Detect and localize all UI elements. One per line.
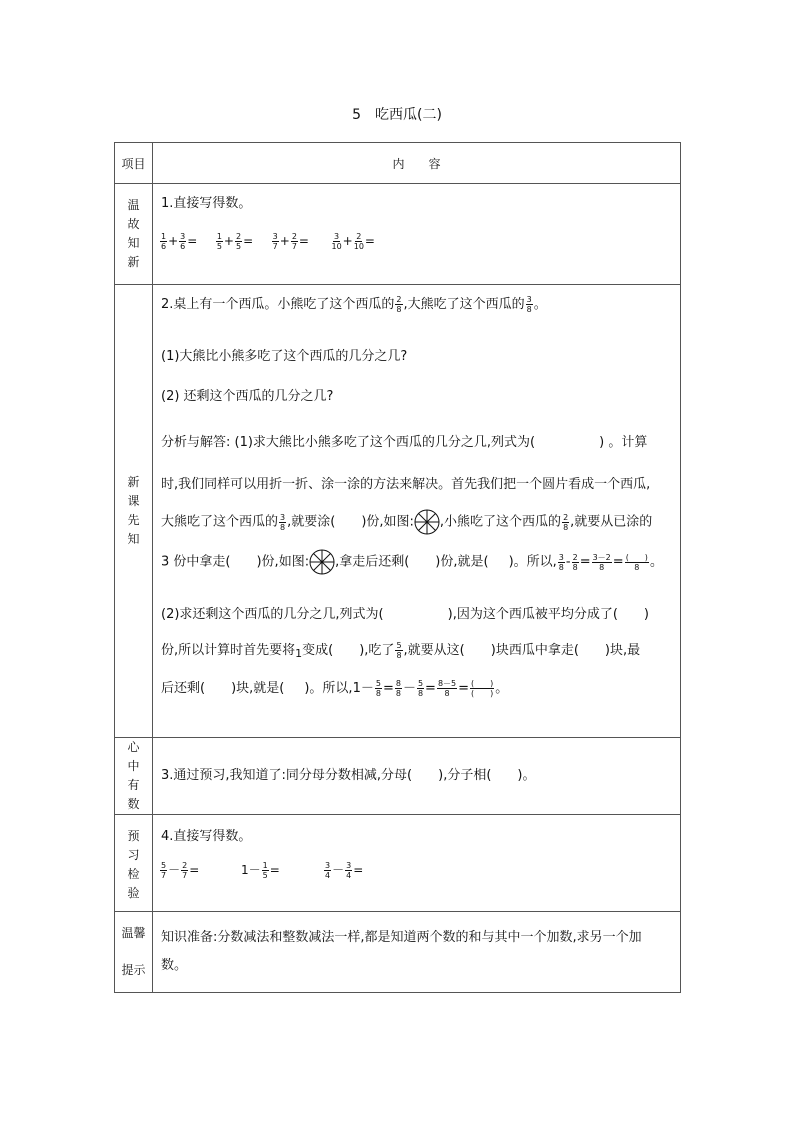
expr-3: $\frac{3}{7}$ + $\frac{2}{7}$ = xyxy=(272,232,309,251)
newlesson-label: 新课先知 xyxy=(115,285,153,738)
page-title xyxy=(0,104,794,124)
lesson-number: 5 xyxy=(352,107,361,123)
newlesson-content xyxy=(153,285,681,738)
analysis-line-7: 后还剩( )块,就是( )。所以,1－ $\frac{5}{8}$ = $\frac{8}{8}$ － $\frac{5}{8}$ = $\frac{8-5}{8}$ = $\frac{( )}{( )}$ 。 xyxy=(161,679,509,698)
header-col1: 项目 xyxy=(115,143,153,184)
q2-text: 2.桌上有一个西瓜。小熊吃了这个西瓜的 $\frac{2}{8}$ ,大熊吃了这个西瓜的 $\frac{3}{8}$ 。 xyxy=(161,295,547,314)
tip-text-1: 知识准备:分数减法和整数减法一样,都是知道两个数的和与其中一个加数,求另一个加 xyxy=(161,930,642,945)
tip-label: 温馨 提示 xyxy=(115,912,153,993)
mind-label: 心中有数 xyxy=(115,738,153,815)
expr-4: $\frac{3}{10}$ + $\frac{2}{10}$ = xyxy=(331,232,375,251)
check-content xyxy=(153,815,681,912)
review-exprs xyxy=(159,232,375,251)
tip-text-2: 数。 xyxy=(161,958,188,973)
mind-content xyxy=(153,738,681,815)
lesson-title: 吃西瓜(二) xyxy=(374,107,442,123)
analysis-line-1: 分析与解答: (1)求大熊比小熊多吃了这个西瓜的几分之几,列式为( ) 。计算 xyxy=(161,435,648,450)
expr-2: $\frac{1}{5}$ + $\frac{2}{5}$ = xyxy=(216,232,254,251)
expr-1: $\frac{1}{6}$ + $\frac{3}{6}$ = xyxy=(161,232,198,251)
pie-eighths-icon xyxy=(309,549,335,575)
lesson-table xyxy=(114,142,681,993)
sub-question-1: (1)大熊比小熊多吃了这个西瓜的几分之几? xyxy=(161,349,408,364)
analysis-line-2: 时,我们同样可以用折一折、涂一涂的方法来解决。首先我们把一个圆片看成一个西瓜, xyxy=(161,477,651,492)
analysis-line-4: 3 份中拿走( )份,如图: ,拿走后还剩( )份,就是( )。所以, $\frac{3}{8}$ - $\frac{2}{8}$ = $\frac{3-2}{8}$ = $\frac{( )}{8}$ 。 xyxy=(161,549,663,575)
check-expr-1: $\frac{5}{7}$ － $\frac{2}{7}$ = xyxy=(161,861,200,880)
header-col2: 内 容 xyxy=(153,143,681,184)
analysis-line-5: (2)求还剩这个西瓜的几分之几,列式为( ),因为这个西瓜被平均分成了( ) xyxy=(161,607,649,622)
q3-text: 3.通过预习,我知道了:同分母分数相减,分母( ),分子相( )。 xyxy=(161,768,536,783)
q4-text: 4.直接写得数。 xyxy=(161,829,252,844)
tip-content xyxy=(153,912,681,993)
analysis-line-3: 大熊吃了这个西瓜的 $\frac{3}{8}$ ,就要涂( )份,如图: ,小熊吃了这个西瓜的 $\frac{2}{8}$ ,就要从已涂的 xyxy=(161,509,652,535)
check-expr-3: $\frac{3}{4}$ － $\frac{3}{4}$ = xyxy=(325,861,364,880)
review-label: 温故知新 xyxy=(115,184,153,285)
analysis-line-6: 份,所以计算时首先要将$_1$变成( ),吃了 $\frac{5}{8}$ ,就要从这( )块西瓜中拿走( )块,最 xyxy=(161,641,641,660)
review-content xyxy=(153,184,681,285)
sub-question-2: (2) 还剩这个西瓜的几分之几? xyxy=(161,389,334,404)
check-expr-2: 1－ $\frac{1}{5}$ = xyxy=(241,861,280,880)
pie-eighths-icon xyxy=(414,509,440,535)
q1-text: 1.直接写得数。 xyxy=(161,196,252,211)
check-label: 预习检验 xyxy=(115,815,153,912)
